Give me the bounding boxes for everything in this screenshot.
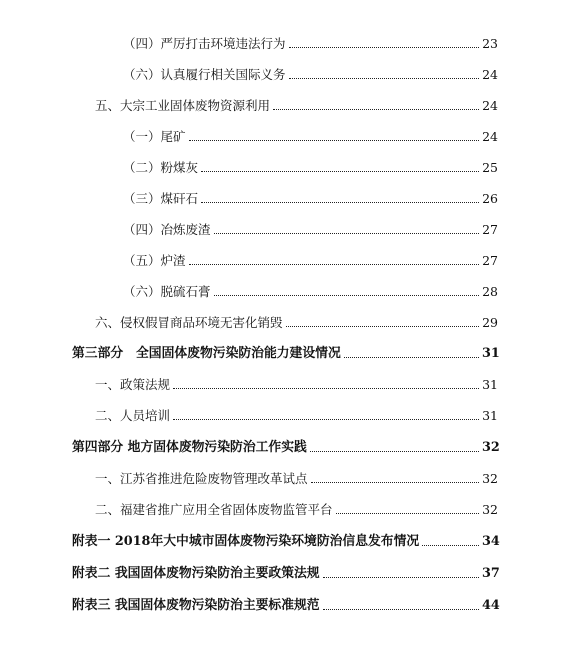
toc-entry-label: 五、大宗工业固体废物资源利用: [95, 98, 271, 113]
dot-leader: [311, 482, 479, 483]
dot-leader: [189, 140, 479, 141]
toc-entry-page: 27: [482, 253, 498, 268]
toc-entry-label: 附表二 我国固体废物污染防治主要政策法规: [72, 566, 320, 581]
dot-leader: [323, 577, 479, 578]
toc-entry-page: 37: [482, 566, 500, 581]
toc-entry-label: （一）尾矿: [123, 129, 186, 144]
toc-entry-label: （二）粉煤灰: [123, 160, 199, 175]
toc-entry-label: 二、福建省推广应用全省固体废物监管平台: [95, 502, 333, 517]
toc-entry-page: 24: [482, 98, 498, 113]
dot-leader: [214, 233, 479, 234]
toc-entry: [72, 436, 498, 456]
dot-leader: [201, 171, 479, 172]
toc-entry: [95, 311, 498, 331]
toc-entry: [123, 218, 498, 238]
toc-entry-label: 一、政策法规: [95, 377, 171, 392]
toc-entry-page: 28: [482, 284, 498, 299]
toc-entry-page: 23: [482, 36, 498, 51]
toc-entry-page: 24: [482, 67, 498, 82]
toc-entry: [72, 562, 498, 582]
dot-leader: [336, 513, 479, 514]
dot-leader: [201, 202, 479, 203]
toc-entry-page: 32: [482, 502, 498, 517]
toc-entry: [95, 94, 498, 114]
dot-leader: [422, 545, 479, 546]
toc-entry: [123, 156, 498, 176]
toc-entry-page: 31: [482, 346, 500, 361]
dot-leader: [189, 264, 479, 265]
toc-entry: [123, 280, 498, 300]
toc-entry: [123, 63, 498, 83]
toc-entry-label: （六）脱硫石膏: [123, 284, 211, 299]
toc-entry-label: 二、人员培训: [95, 408, 171, 423]
toc-entry-page: 34: [482, 534, 500, 549]
toc-entry-page: 32: [482, 471, 498, 486]
toc-entry-label: 附表一 2018年大中城市固体废物污染环境防治信息发布情况: [72, 534, 420, 549]
toc-entry-label: 一、江苏省推进危险废物管理改革试点: [95, 471, 308, 486]
toc-entry: [72, 594, 498, 614]
toc-entry-page: 44: [482, 598, 500, 613]
dot-leader: [289, 78, 479, 79]
dot-leader: [310, 451, 479, 452]
toc-entry: [123, 249, 498, 269]
toc-entry: [72, 530, 498, 550]
toc-entry-page: 32: [482, 440, 500, 455]
toc-entry-page: 29: [482, 315, 498, 330]
toc-entry-label: （五）炉渣: [123, 253, 186, 268]
dot-leader: [286, 326, 479, 327]
toc-entry: [123, 125, 498, 145]
dot-leader: [173, 388, 479, 389]
dot-leader: [289, 47, 479, 48]
toc-entry-label: 六、侵权假冒商品环境无害化销毁: [95, 315, 283, 330]
toc-entry-page: 31: [482, 408, 498, 423]
toc-entry-label: （四）严厉打击环境违法行为: [123, 36, 286, 51]
dot-leader: [344, 357, 479, 358]
toc-entry-page: 31: [482, 377, 498, 392]
toc-entry: [95, 467, 498, 487]
toc-entry-label: （六）认真履行相关国际义务: [123, 67, 286, 82]
toc-entry-page: 26: [482, 191, 498, 206]
toc-entry-label: （四）冶炼废渣: [123, 222, 211, 237]
toc-entry-page: 24: [482, 129, 498, 144]
dot-leader: [323, 609, 479, 610]
toc-entry: [95, 498, 498, 518]
dot-leader: [214, 295, 479, 296]
toc-entry-label: 第三部分 全国固体废物污染防治能力建设情况: [72, 346, 341, 361]
toc-entry-label: 附表三 我国固体废物污染防治主要标准规范: [72, 598, 320, 613]
toc-entry-page: 25: [482, 160, 498, 175]
toc-entry: [72, 342, 498, 362]
toc-entry-label: 第四部分 地方固体废物污染防治工作实践: [72, 440, 307, 455]
dot-leader: [273, 109, 479, 110]
toc-entry-page: 27: [482, 222, 498, 237]
toc-entry: [123, 32, 498, 52]
toc-entry-label: （三）煤矸石: [123, 191, 199, 206]
toc-entry: [123, 187, 498, 207]
toc-entry: [95, 404, 498, 424]
dot-leader: [173, 419, 479, 420]
toc-entry: [95, 373, 498, 393]
